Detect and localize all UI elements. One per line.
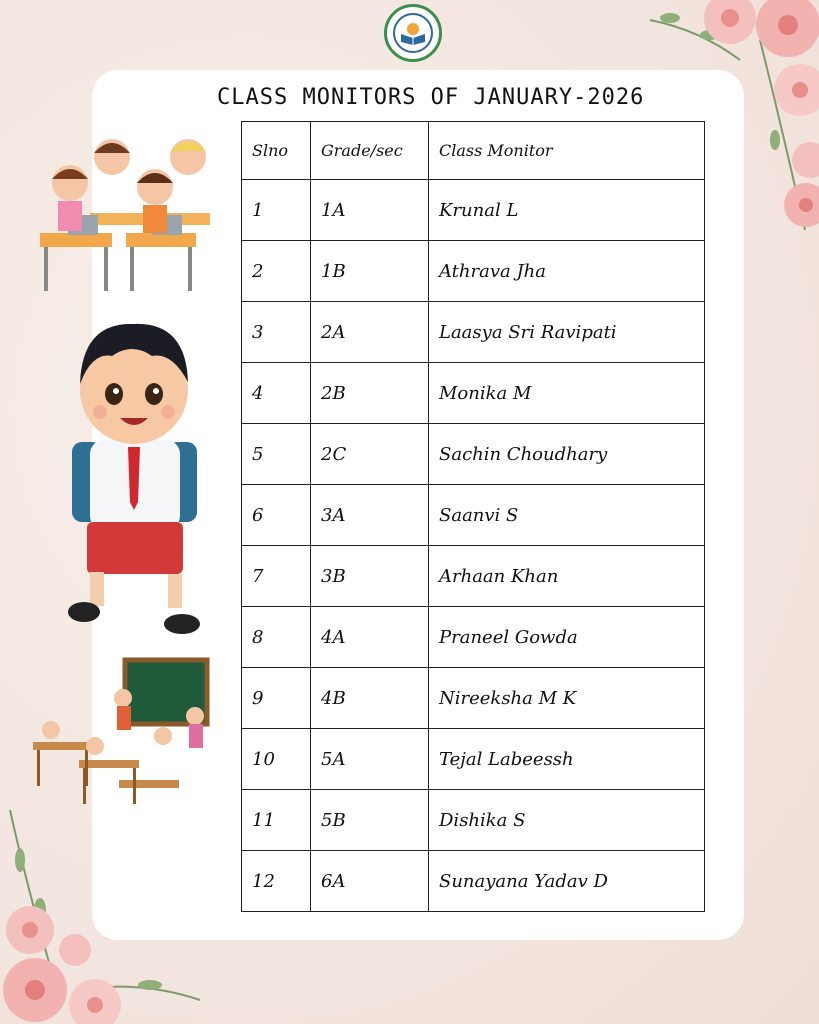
cell-monitor: Dishika S (429, 790, 705, 851)
cell-monitor: Athrava Jha (429, 241, 705, 302)
table-row (242, 180, 705, 241)
school-book-icon (393, 13, 433, 53)
class-monitors-table (241, 121, 705, 912)
cell-grade: 3B (311, 546, 429, 607)
table-row (242, 363, 705, 424)
cell-monitor: Saanvi S (429, 485, 705, 546)
cell-grade: 2C (311, 424, 429, 485)
cell-grade: 5B (311, 790, 429, 851)
table-row (242, 424, 705, 485)
cell-monitor: Sunayana Yadav D (429, 851, 705, 912)
header-monitor: Class Monitor (429, 122, 705, 180)
cell-slno: 4 (242, 363, 311, 424)
cell-grade: 4B (311, 668, 429, 729)
cell-monitor: Monika M (429, 363, 705, 424)
cell-grade: 5A (311, 729, 429, 790)
cell-grade: 1B (311, 241, 429, 302)
table-row (242, 851, 705, 912)
cell-slno: 7 (242, 546, 311, 607)
cell-grade: 2A (311, 302, 429, 363)
cell-slno: 8 (242, 607, 311, 668)
cell-grade: 3A (311, 485, 429, 546)
kids-at-computers-illustration (30, 133, 216, 295)
header-grade: Grade/sec (311, 122, 429, 180)
cell-slno: 11 (242, 790, 311, 851)
cell-grade: 6A (311, 851, 429, 912)
cell-slno: 12 (242, 851, 311, 912)
table-row (242, 485, 705, 546)
school-logo (384, 4, 442, 62)
page-title: CLASS MONITORS OF JANUARY-2026 (217, 85, 645, 110)
cell-monitor: Laasya Sri Ravipati (429, 302, 705, 363)
cell-slno: 6 (242, 485, 311, 546)
schoolboy-illustration (62, 312, 207, 638)
header-slno: Slno (242, 122, 311, 180)
table-row (242, 607, 705, 668)
table-row (242, 302, 705, 363)
table-row (242, 729, 705, 790)
cell-monitor: Arhaan Khan (429, 546, 705, 607)
cell-monitor: Krunal L (429, 180, 705, 241)
cell-grade: 1A (311, 180, 429, 241)
cell-monitor: Tejal Labeessh (429, 729, 705, 790)
cell-grade: 4A (311, 607, 429, 668)
cell-slno: 1 (242, 180, 311, 241)
cell-monitor: Nireeksha M K (429, 668, 705, 729)
cell-monitor: Praneel Gowda (429, 607, 705, 668)
cell-slno: 3 (242, 302, 311, 363)
table-row (242, 668, 705, 729)
cell-monitor: Sachin Choudhary (429, 424, 705, 485)
table-row (242, 546, 705, 607)
cell-grade: 2B (311, 363, 429, 424)
cell-slno: 10 (242, 729, 311, 790)
table-row (242, 241, 705, 302)
cell-slno: 2 (242, 241, 311, 302)
cell-slno: 9 (242, 668, 311, 729)
table-row (242, 790, 705, 851)
cell-slno: 5 (242, 424, 311, 485)
classroom-illustration (33, 656, 215, 808)
table-header-row (242, 122, 705, 180)
